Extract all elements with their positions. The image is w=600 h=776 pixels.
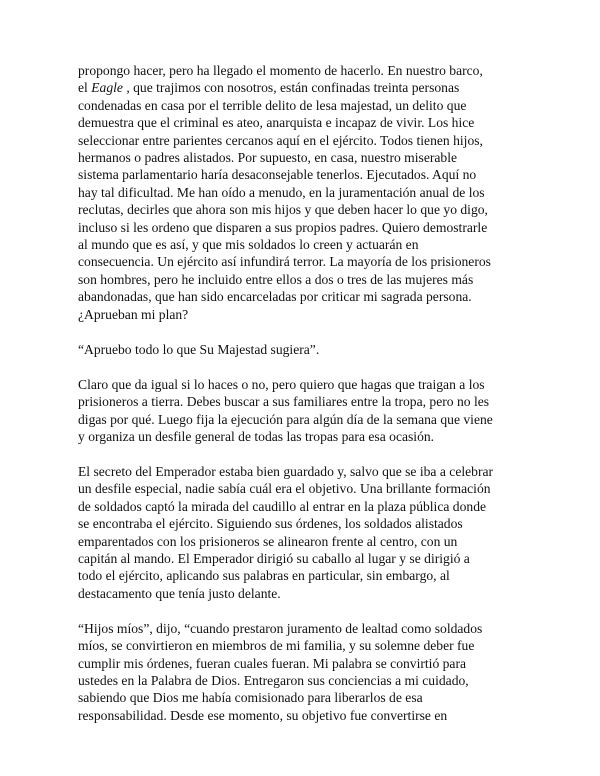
text-line: abandonadas, que han sido encarceladas por criticar mi sagrada persona. (78, 289, 472, 305)
text-line: sabiendo que Dios me había comisionado para liberarlos de esa (78, 690, 423, 706)
text-line: “Apruebo todo lo que Su Majestad sugiera”. (78, 341, 320, 357)
text-line: emparentados con los prisioneros se alinearon frente al centro, con un (78, 533, 458, 549)
paragraph (78, 341, 530, 358)
text-line: Claro que da igual si lo haces o no, pero quiero que hagas que traigan a los (78, 376, 485, 392)
text-line: míos, se convirtieron en miembros de mi familia, y su solemne deber fue (78, 638, 475, 654)
document-page (78, 62, 530, 724)
paragraph (78, 376, 530, 446)
text-line: “Hijos míos”, dijo, “cuando prestaron juramento de lealtad como soldados (78, 620, 483, 636)
text-line: El secreto del Emperador estaba bien guardado y, salvo que se iba a celebrar (78, 463, 494, 479)
text-line: cumplir mis órdenes, fueran cuales fueran. Mi palabra se convirtió para (78, 655, 467, 671)
text-line: destacamento que tenía justo delante. (78, 585, 281, 601)
text-line: de soldados captó la mirada del caudillo al entrar en la plaza pública donde (78, 498, 487, 514)
text-line: seleccionar entre parientes cercanos aquí en el ejército. Todos tienen hijos, (78, 132, 483, 148)
text-segment: el (78, 80, 92, 96)
text-line: ustedes en la Palabra de Dios. Entregaron sus conciencias a mi cuidado, (78, 672, 469, 688)
ship-name: Eagle (91, 80, 123, 96)
text-line: demuestra que el criminal es ateo, anarquista e incapaz de vivir. Los hice (78, 115, 475, 131)
text-line: ¿Aprueban mi plan? (78, 306, 189, 322)
text-line: responsabilidad. Desde ese momento, su objetivo fue convertirse en (78, 707, 448, 723)
text-segment: , que trajimos con nosotros, están confinadas treinta personas (122, 80, 460, 96)
text-line: al mundo que es así, y que mis soldados lo creen y actuarán en (78, 237, 419, 253)
text-line: capitán al mando. El Emperador dirigió su caballo al lugar y se dirigió a (78, 550, 470, 566)
text-line: prisioneros a tierra. Debes buscar a sus familiares entre la tropa, pero no les (78, 394, 490, 410)
text-line: hay tal dificultad. Me han oído a menudo, en la juramentación anual de los (78, 184, 485, 200)
text-line: un desfile especial, nadie sabía cuál era el objetivo. Una brillante formación (78, 481, 491, 497)
text-line: todo el ejército, aplicando sus palabras en particular, sin embargo, al (78, 568, 450, 584)
text-line: son hombres, pero he incluido entre ellos a dos o tres de las mujeres más (78, 271, 474, 287)
paragraph (78, 62, 530, 323)
paragraph (78, 463, 530, 602)
text-line (78, 79, 530, 96)
text-line: sistema parlamentario haría desaconsejable tenerlos. Ejecutados. Aquí no (78, 167, 477, 183)
paragraph (78, 620, 530, 724)
text-line: incluso si les ordeno que disparen a sus propios padres. Quiero demostrarle (78, 219, 488, 235)
text-line: y organiza un desfile general de todas las tropas para esa ocasión. (78, 428, 435, 444)
text-line: consecuencia. Un ejército así infundirá terror. La mayoría de los prisioneros (78, 254, 491, 270)
text-line: reclutas, decirles que ahora son mis hijos y que deben hacer lo que yo digo, (78, 202, 488, 218)
text-line: se encontraba el ejército. Siguiendo sus órdenes, los soldados alistados (78, 516, 463, 532)
text-line: hermanos o padres alistados. Por supuesto, en casa, nuestro miserable (78, 150, 458, 166)
text-line: digas por qué. Luego fija la ejecución para algún día de la semana que viene (78, 411, 493, 427)
text-line: condenadas en casa por el terrible delito de lesa majestad, un delito que (78, 97, 467, 113)
text-line: propongo hacer, pero ha llegado el momento de hacerlo. En nuestro barco, (78, 63, 483, 78)
